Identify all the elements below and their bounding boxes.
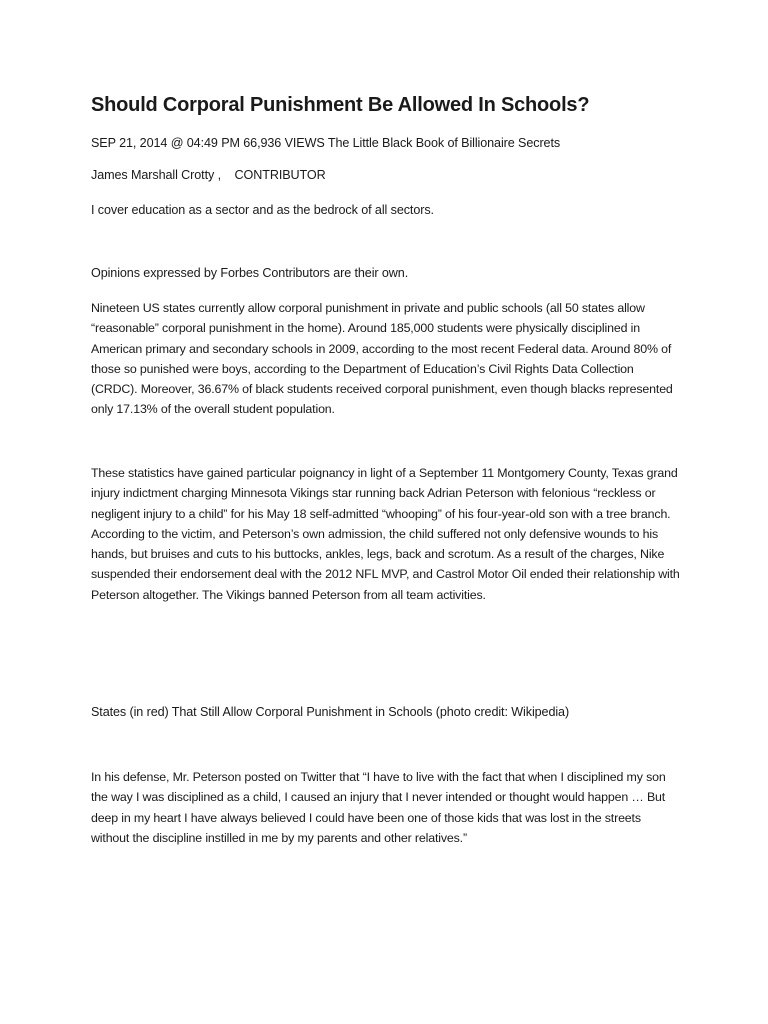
article-title: Should Corporal Punishment Be Allowed In Schools? xyxy=(91,94,590,116)
author-line: James Marshall Crotty , CONTRIBUTOR xyxy=(91,168,326,182)
body-paragraph-3: In his defense, Mr. Peterson posted on Twitter that “I have to live with the fact that when I disciplined my son the way I was disciplined as a child, I caused an injury that I never intended or thought would happen … But deep in my heart I have always believed I could have been one of those kids that was lost in the streets without the discipline instilled in me by my parents and other relatives.” xyxy=(91,770,666,845)
article-meta: SEP 21, 2014 @ 04:49 PM 66,936 VIEWS The Little Black Book of Billionaire Secrets xyxy=(91,136,561,150)
author-tagline: I cover education as a sector and as the bedrock of all sectors. xyxy=(91,203,434,217)
photo-caption: States (in red) That Still Allow Corporal Punishment in Schools (photo credit: Wikipedia) xyxy=(91,705,570,719)
contributor-disclaimer: Opinions expressed by Forbes Contributors are their own. xyxy=(91,266,409,280)
body-paragraph-1: Nineteen US states currently allow corporal punishment in private and public schools (all 50 states allow “reasonable” corporal punishment in the home). Around 185,000 students were physically disciplined in American primary and secondary schools in 2009, according to the most recent Federal data. Around 80% of those so punished were boys, according to the Department of Education’s Civil Rights Data Collection (CRDC). Moreover, 36.67% of black students received corporal punishment, even though blacks represented only 17.13% of the overall student population. xyxy=(91,301,673,417)
body-paragraph-2: These statistics have gained particular poignancy in light of a September 11 Montgomery County, Texas grand injury indictment charging Minnesota Vikings star running back Adrian Peterson with felonious “reckless or negligent injury to a child” for his May 18 self-admitted “whooping” of his four-year-old son with a tree branch. According to the victim, and Peterson’s own admission, the child suffered not only defensive wounds to his hands, but bruises and cuts to his buttocks, ankles, legs, back and scrotum. As a result of the charges, Nike suspended their endorsement deal with the 2012 NFL MVP, and Castrol Motor Oil ended their relationship with Peterson altogether. The Vikings banned Peterson from all team activities. xyxy=(91,466,680,602)
